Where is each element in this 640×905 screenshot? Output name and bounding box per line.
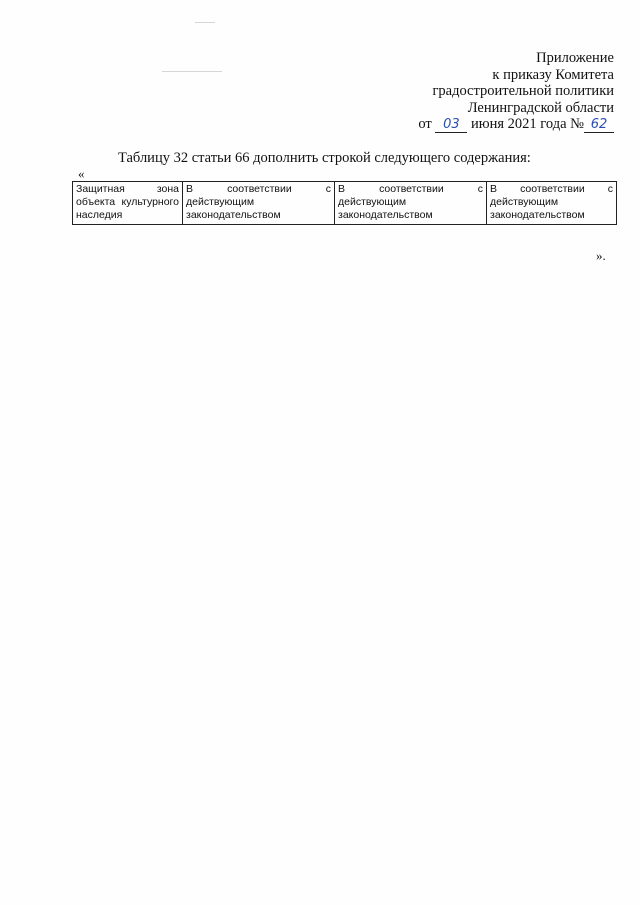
handwritten-day: 03 xyxy=(435,118,467,133)
appendix-header xyxy=(418,50,614,133)
appendix-title: Приложение xyxy=(536,50,614,66)
appendix-date-line xyxy=(418,116,614,133)
scan-artifact xyxy=(162,71,222,72)
table-cell: В соответствии с действующим законодательством xyxy=(335,182,487,225)
scan-artifact xyxy=(195,22,215,23)
closing-quote: ». xyxy=(596,248,606,263)
inserted-row-table xyxy=(72,181,617,225)
date-prefix: от xyxy=(418,116,432,132)
table-row xyxy=(73,182,617,225)
appendix-line-order: к приказу Комитета xyxy=(492,66,614,83)
opening-quote: « xyxy=(78,166,85,181)
appendix-line-region: Ленинградской области xyxy=(467,99,614,116)
intro-paragraph: Таблицу 32 статьи 66 дополнить строкой следующего содержания: xyxy=(118,150,531,166)
table-cell: В соответствии с действующим законодательством xyxy=(183,182,335,225)
date-rest: июня 2021 года № xyxy=(471,116,584,132)
table-cell: В соответствии с действующим законодательством xyxy=(487,182,617,225)
table-cell-zone: Защитная зона объекта культурного наследия xyxy=(73,182,183,225)
appendix-line-committee: градостроительной политики xyxy=(432,83,614,99)
handwritten-order-number: 62 xyxy=(584,118,614,133)
